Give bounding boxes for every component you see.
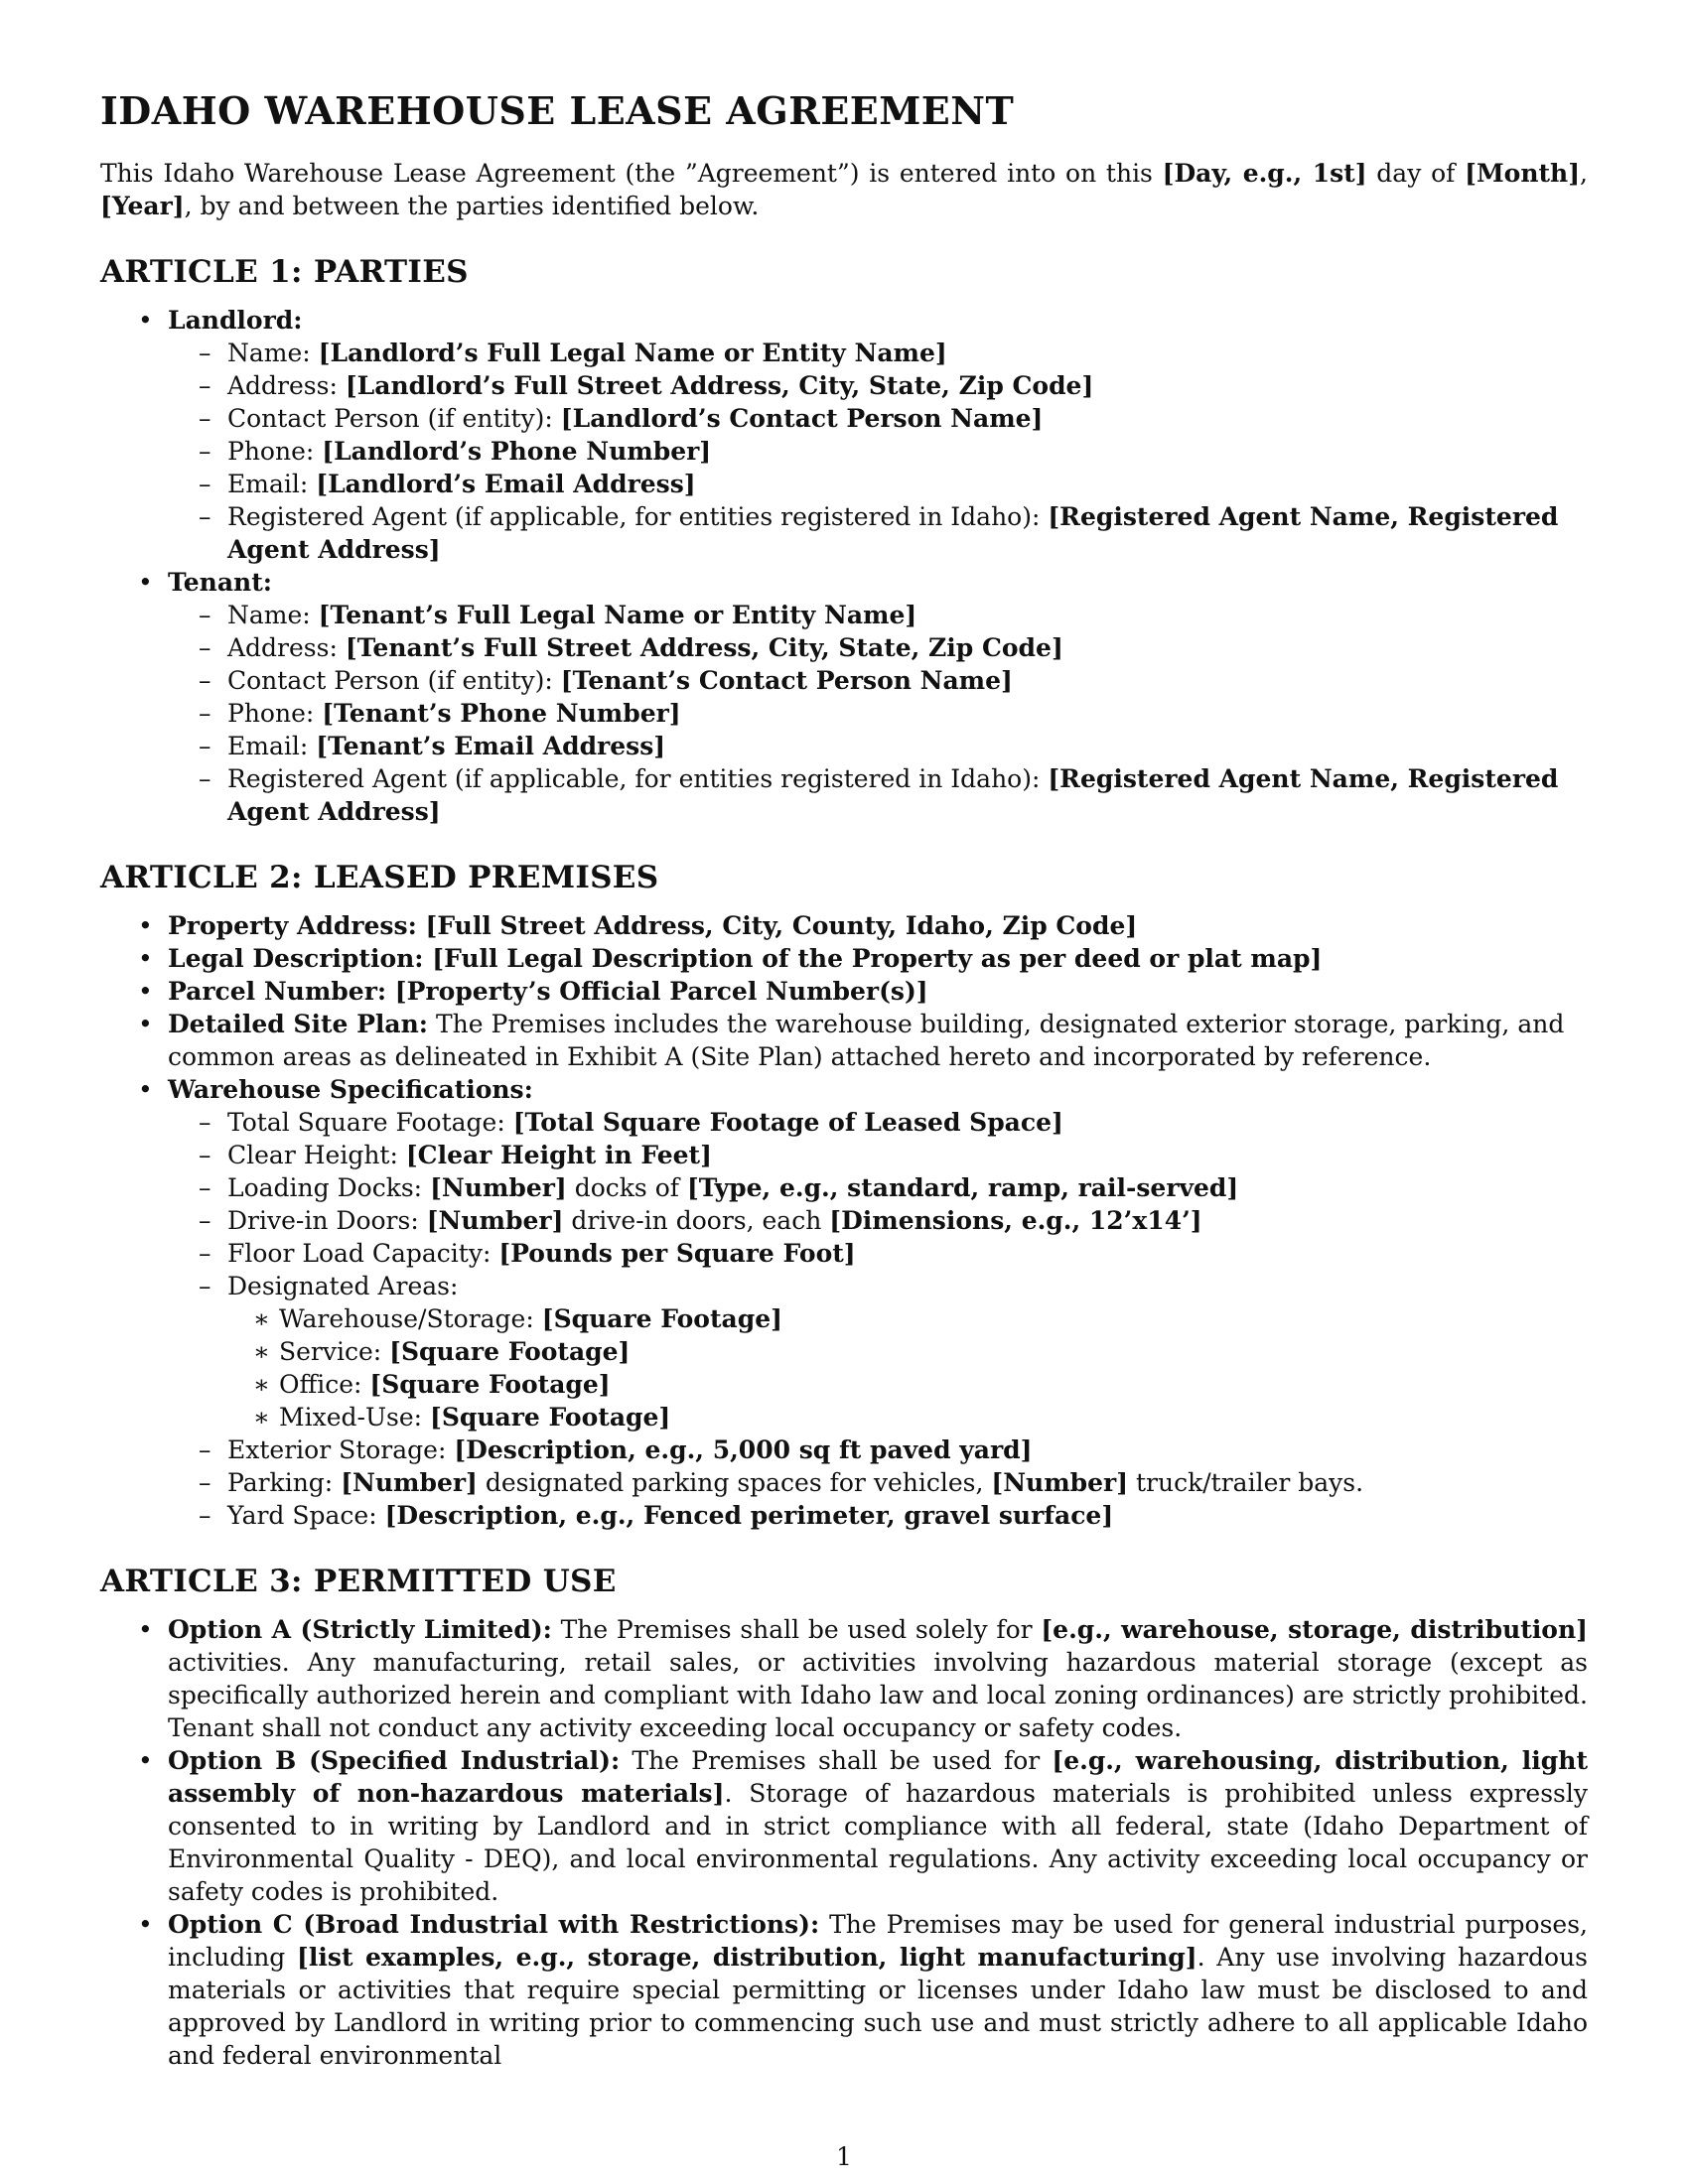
list-item: ∗ Warehouse/Storage: [Square Footage] xyxy=(227,1302,1588,1335)
list-item: – Name: [Tenant’s Full Legal Name or Entity Name] xyxy=(168,599,1588,631)
permitted-use-list xyxy=(100,1613,1588,2072)
document-page xyxy=(100,87,1588,2072)
designated-areas-list xyxy=(227,1302,1588,1433)
list-item: – Registered Agent (if applicable, for entities registered in Idaho): [Registered Agent Name, Registered Agent Address] xyxy=(168,762,1588,828)
list-item: – Email: [Tenant’s Email Address] xyxy=(168,730,1588,762)
document-title: IDAHO WAREHOUSE LEASE AGREEMENT xyxy=(100,88,1015,133)
list-item: – Address: [Tenant’s Full Street Address, City, State, Zip Code] xyxy=(168,631,1588,664)
premises-list xyxy=(100,909,1588,1532)
list-item: – Phone: [Tenant’s Phone Number] xyxy=(168,697,1588,730)
parcel-number-item: • Parcel Number: [Property’s Official Parcel Number(s)] xyxy=(100,975,1588,1008)
list-item: – Name: [Landlord’s Full Legal Name or Entity Name] xyxy=(168,337,1588,369)
option-b-item: • Option B (Specified Industrial): The Premises shall be used for [e.g., warehousing, distribution, light assembly of non-hazardous materials]. Storage of hazardous materials is prohibited unless expressly consented to in writing by Landlord and in strict compliance with all federal, state (Idaho Department of Environmental Quality - DEQ), and local environmental regulations. Any activity exceeding local occupancy or safety codes is prohibited. xyxy=(100,1744,1588,1908)
list-item: ∗ Service: [Square Footage] xyxy=(227,1335,1588,1368)
list-item: – Phone: [Landlord’s Phone Number] xyxy=(168,435,1588,468)
parties-list xyxy=(100,304,1588,828)
list-item: – Registered Agent (if applicable, for entities registered in Idaho): [Registered Agent Name, Registered Agent Address] xyxy=(168,500,1588,566)
article-3-heading: ARTICLE 3: PERMITTED USE xyxy=(100,1564,617,1599)
tenant-details xyxy=(168,599,1588,828)
site-plan-item: • Detailed Site Plan: The Premises includes the warehouse building, designated exterior storage, parking, and common areas as delineated in Exhibit A (Site Plan) attached hereto and incorporated by reference. xyxy=(100,1008,1588,1073)
list-item: – Parking: [Number] designated parking spaces for vehicles, [Number] truck/trailer bays. xyxy=(168,1466,1588,1499)
legal-description-item: • Legal Description: [Full Legal Description of the Property as per deed or plat map] xyxy=(100,942,1588,975)
option-c-item: • Option C (Broad Industrial with Restrictions): The Premises may be used for general industrial purposes, including [list examples, e.g., storage, distribution, light manufacturing]. Any use involving hazardous materials or activities that require special permitting or licenses under Idaho law must be disclosed to and approved by Landlord in writing prior to commencing such use and must strictly adhere to all applicable Idaho and federal environmental xyxy=(100,1908,1588,2072)
list-item: – Contact Person (if entity): [Tenant’s Contact Person Name] xyxy=(168,664,1588,697)
warehouse-specifications-item: • Warehouse Specifications: – Total Square Footage: [Total Square Footage of Leased Space] – Clear Height: [Clear Height in Feet] – Loading Docks: [Number] docks of [Type, e.g., standard, ramp, rail-served] – Drive-in Doors: [Number] drive-in doors, each [Dimensions, e.g., 12’x14’] – Floor Load Capacity: [Pounds per Square Foot] – Designated Areas: ∗ Warehouse/Storage: [Square Footage] ∗ Service: [Square Footage] ∗ Office: [Square Footage] ∗ Mixed-Use: [Square Footage] – Exterior Storage: [Description, e.g., 5,000 sq ft paved yard] – Parking: [Number] designated parking spaces for vehicles, [Number] truck/trailer bays. – Yard Space: [Description, e.g., Fenced perimeter, gravel surface] xyxy=(100,1073,1588,1532)
list-item: – Yard Space: [Description, e.g., Fenced perimeter, gravel surface] xyxy=(168,1499,1588,1532)
list-item: – Address: [Landlord’s Full Street Address, City, State, Zip Code] xyxy=(168,369,1588,402)
list-item: – Total Square Footage: [Total Square Footage of Leased Space] xyxy=(168,1106,1588,1139)
designated-areas-item: – Designated Areas: ∗ Warehouse/Storage: [Square Footage] ∗ Service: [Square Footage] ∗ Office: [Square Footage] ∗ Mixed-Use: [Square Footage] xyxy=(168,1270,1588,1433)
intro-paragraph: This Idaho Warehouse Lease Agreement (the ”Agreement”) is entered into on this [Day, e.g., 1st] day of [Month], [Year], by and between the parties identified below. xyxy=(100,159,1588,220)
page-number: 1 xyxy=(836,2142,852,2171)
list-item: – Exterior Storage: [Description, e.g., 5,000 sq ft paved yard] xyxy=(168,1433,1588,1466)
specifications-list xyxy=(168,1106,1588,1532)
landlord-item: • Landlord: – Name: [Landlord’s Full Legal Name or Entity Name] – Address: [Landlord’s Full Street Address, City, State, Zip Code] – Contact Person (if entity): [Landlord’s Contact Person Name] – Phone: [Landlord’s Phone Number] – Email: [Landlord’s Email Address] – Registered Agent (if applicable, for entities registered in Idaho): [Registered Agent Name, Registered Agent Address] xyxy=(100,304,1588,566)
list-item: – Floor Load Capacity: [Pounds per Square Foot] xyxy=(168,1237,1588,1270)
article-2-heading: ARTICLE 2: LEASED PREMISES xyxy=(100,860,659,895)
list-item: – Loading Docks: [Number] docks of [Type, e.g., standard, ramp, rail-served] xyxy=(168,1171,1588,1204)
list-item: – Contact Person (if entity): [Landlord’s Contact Person Name] xyxy=(168,402,1588,435)
list-item: ∗ Office: [Square Footage] xyxy=(227,1368,1588,1401)
list-item: ∗ Mixed-Use: [Square Footage] xyxy=(227,1401,1588,1433)
article-1-heading: ARTICLE 1: PARTIES xyxy=(100,254,469,290)
option-a-item: • Option A (Strictly Limited): The Premises shall be used solely for [e.g., warehouse, storage, distribution] activities. Any manufacturing, retail sales, or activities involving hazardous material storage (except as specifically authorized herein and compliant with Idaho law and local zoning ordinances) are strictly prohibited. Tenant shall not conduct any activity exceeding local occupancy or safety codes. xyxy=(100,1613,1588,1744)
list-item: – Email: [Landlord’s Email Address] xyxy=(168,468,1588,500)
list-item: – Drive-in Doors: [Number] drive-in doors, each [Dimensions, e.g., 12’x14’] xyxy=(168,1204,1588,1237)
landlord-details xyxy=(168,337,1588,566)
tenant-item: • Tenant: – Name: [Tenant’s Full Legal Name or Entity Name] – Address: [Tenant’s Full Street Address, City, State, Zip Code] – Contact Person (if entity): [Tenant’s Contact Person Name] – Phone: [Tenant’s Phone Number] – Email: [Tenant’s Email Address] – Registered Agent (if applicable, for entities registered in Idaho): [Registered Agent Name, Registered Agent Address] xyxy=(100,566,1588,828)
property-address-item: • Property Address: [Full Street Address, City, County, Idaho, Zip Code] xyxy=(100,909,1588,942)
list-item: – Clear Height: [Clear Height in Feet] xyxy=(168,1139,1588,1171)
